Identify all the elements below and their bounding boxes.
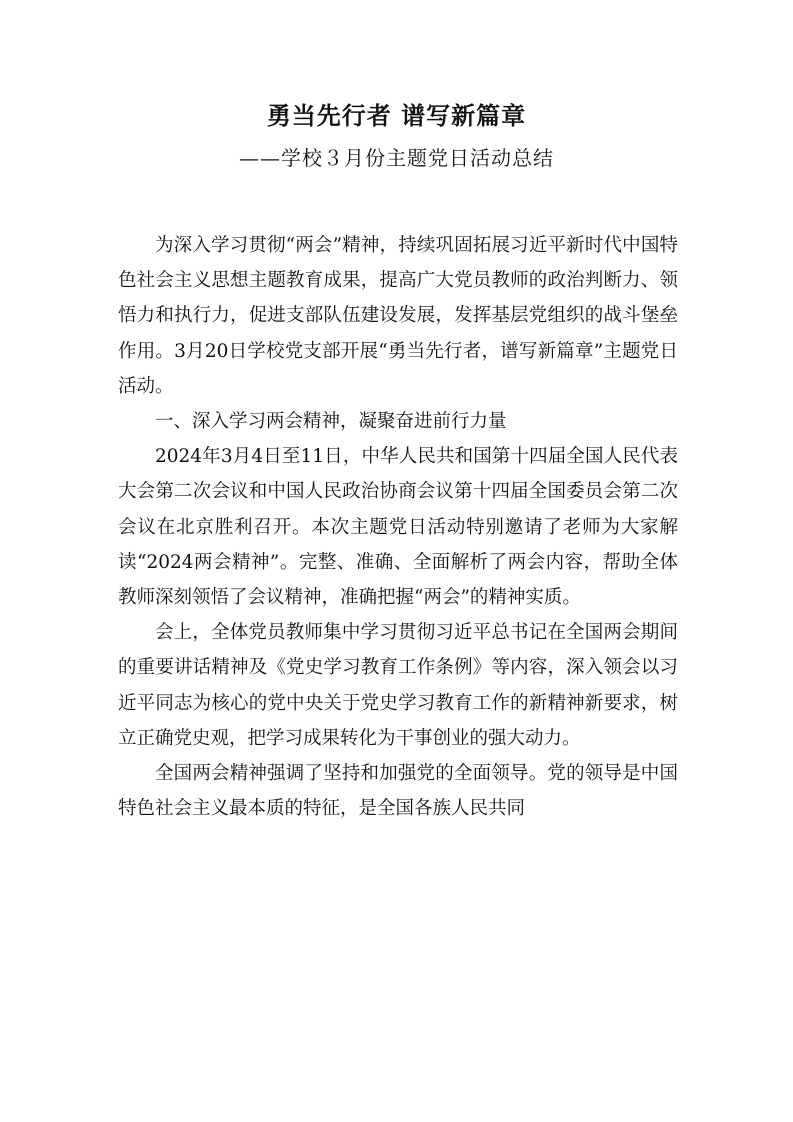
paragraph-party-leadership: 全国两会精神强调了坚持和加强党的全面领导。党的领导是中国特色社会主义最本质的特征，是全国各族人民共同: [118, 763, 678, 820]
paragraph-two-sessions: 2024年3月4日至11日，中华人民共和国第十四届全国人民代表大会第二次会议和中国人民政治协商会议第十四届全国委员会第二次会议在北京胜利召开。本次主题党日活动特别邀请了老师为大家解读“2024两会精神”。完整、准确、全面解析了两会内容，帮助全体教师深刻领悟了会议精神，准确把握“两会”的精神实质。: [118, 446, 678, 609]
section-heading-1: 一、深入学习两会精神，凝聚奋进前行力量: [155, 411, 507, 433]
paragraph-intro: 为深入学习贯彻“两会”精神，持续巩固拓展习近平新时代中国特色社会主义思想主题教育成果，提高广大党员教师的政治判断力、领悟力和执行力，促进支部队伍建设发展，发挥基层党组织的战斗堡垒作用。3月20日学校党支部开展“勇当先行者，谱写新篇章”主题党日活动。: [118, 235, 678, 397]
paragraph-meeting: 会上，全体党员教师集中学习贯彻习近平总书记在全国两会期间的重要讲话精神及《党史学习教育工作条例》等内容，深入领会以习近平同志为核心的党中央关于党史学习教育工作的新精神新要求，树立正确党史观，把学习成果转化为干事创业的强大动力。: [118, 622, 678, 749]
document-body: [118, 228, 678, 826]
document-subtitle: ——学校３月份主题党日活动总结: [239, 146, 554, 170]
document-title: 勇当先行者 谱写新篇章: [266, 101, 527, 130]
